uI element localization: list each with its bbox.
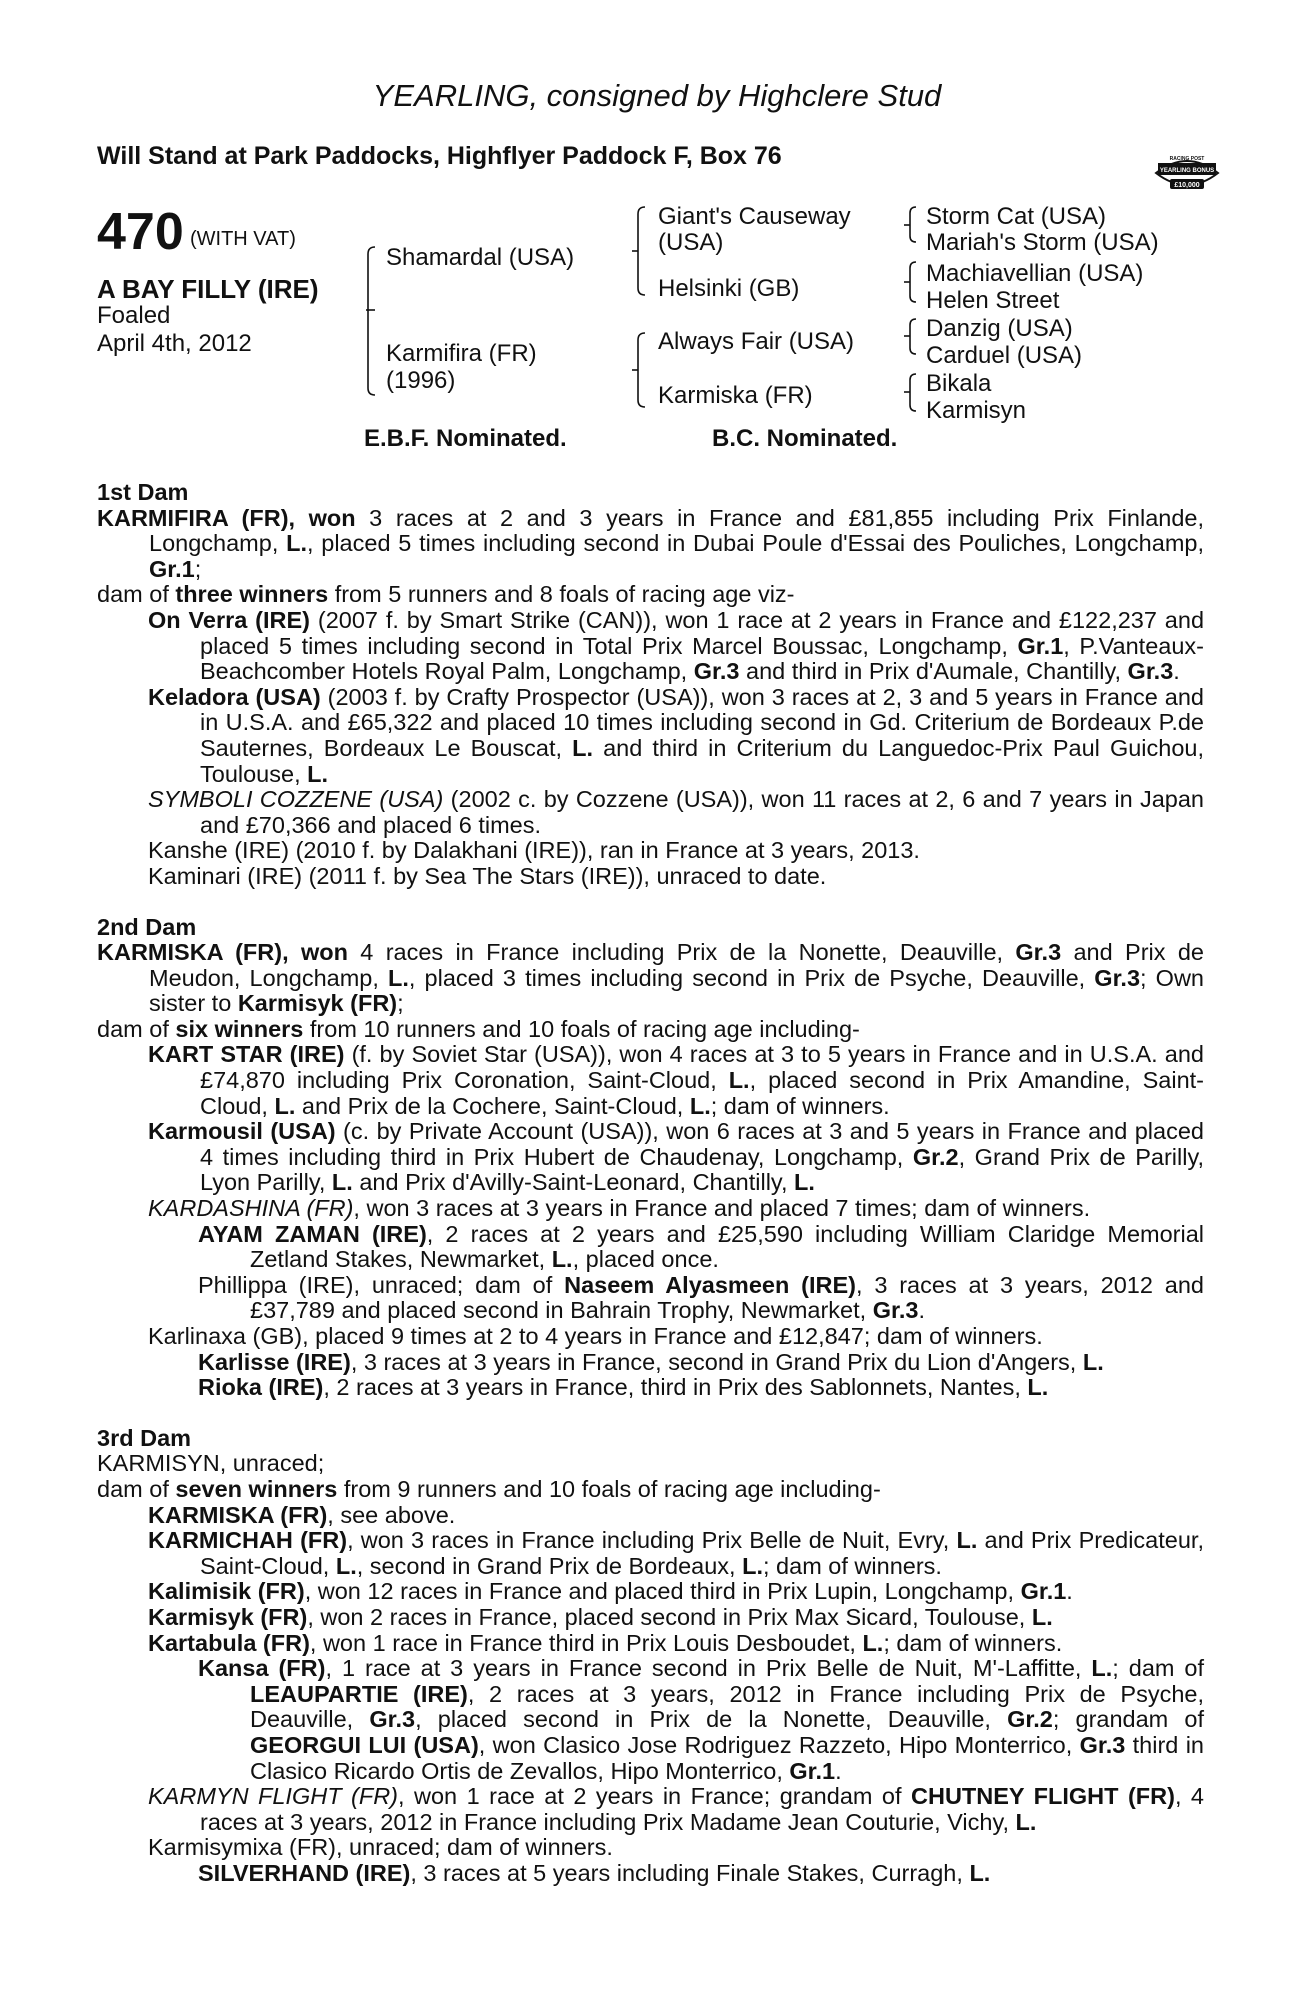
foaled-date: April 4th, 2012: [97, 330, 252, 357]
pedigree-entry: Karlisse (IRE), 3 races at 3 years in France, second in Grand Prix du Lion d'Angers, L.: [198, 1348, 1104, 1375]
sire: Shamardal (USA): [386, 244, 575, 271]
gg-3: Machiavellian (USA): [926, 260, 1144, 287]
gg-1: Storm Cat (USA): [926, 203, 1107, 230]
gg-7: Bikala: [926, 370, 992, 397]
pedigree-entry: dam of seven winners from 9 runners and 10 foals of racing age including-: [97, 1475, 881, 1502]
dam-section: [97, 480, 1204, 890]
sire-sire: Giant's Causeway: [658, 203, 851, 230]
pedigree-entry: KARMISYN, unraced;: [97, 1450, 325, 1477]
dam-line-1: Karmifira (FR): [386, 340, 537, 367]
pedigree-entry: dam of three winners from 5 runners and 8 foals of racing age viz-: [97, 581, 795, 608]
section-title: 1st Dam: [97, 479, 189, 505]
pedigree-entry: On Verra (IRE) (2007 f. by Smart Strike (CAN)), won 1 race at 2 years in France and £122,237 and placed 5 times including second in Total Prix Marcel Boussac, Longchamp, Gr.1, P.Vanteaux-Beachcomber Hotels Royal Palm, Longchamp, Gr.3 and third in Prix d'Aumale, Chantilly, Gr.3.: [148, 606, 1205, 685]
dam-section: [97, 915, 1204, 1401]
gg-5: Danzig (USA): [926, 315, 1073, 342]
gg-8: Karmisyn: [926, 397, 1027, 424]
ebf-nominated: E.B.F. Nominated.: [364, 425, 567, 452]
foaled-label: Foaled: [97, 302, 171, 329]
dam-line-2: (1996): [386, 367, 456, 394]
pedigree-entry: KARMIFIRA (FR), won 3 races at 2 and 3 years in France and £81,855 including Prix Finlande, Longchamp, L., placed 5 times including second in Dubai Poule d'Essai des Pouliches, Longchamp, Gr.1;: [97, 504, 1204, 582]
pedigree-entry: AYAM ZAMAN (IRE), 2 races at 2 years and £25,590 including William Claridge Memorial Zetland Stakes, Newmarket, L., placed once.: [198, 1220, 1204, 1273]
pedigree-entry: Karmisymixa (FR), unraced; dam of winners.: [148, 1834, 613, 1861]
page-title: YEARLING, consigned by Highclere Stud: [372, 78, 942, 113]
sire-sire-2: (USA): [658, 229, 724, 256]
lot-number: 470: [97, 203, 184, 261]
pedigree-entry: dam of six winners from 10 runners and 10 foals of racing age including-: [97, 1015, 860, 1042]
gg-6: Carduel (USA): [926, 342, 1083, 369]
pedigree-entry: KARDASHINA (FR), won 3 races at 3 years in France and placed 7 times; dam of winners.: [148, 1195, 1091, 1222]
lot-name: A BAY FILLY (IRE): [97, 274, 319, 304]
dam-section: [97, 1426, 1204, 1887]
section-title: 2nd Dam: [97, 913, 197, 940]
bc-nominated: B.C. Nominated.: [712, 425, 898, 452]
pedigree-entry: KARMISKA (FR), see above.: [148, 1501, 456, 1528]
badge-text-1: RACING POST: [1169, 156, 1205, 162]
catalogue-body: [97, 480, 1204, 1886]
pedigree-entry: KARMISKA (FR), won 4 races in France including Prix de la Nonette, Deauville, Gr.3 and Prix de Meudon, Longchamp, L., placed 3 times including second in Prix de Psyche, Deauville, Gr.3; Own sister to Karmisyk (FR);: [97, 939, 1204, 1017]
pedigree-entry: KARMYN FLIGHT (FR), won 1 race at 2 years in France; grandam of CHUTNEY FLIGHT (FR), 4 races at 3 years, 2012 in France including Prix Madame Jean Couturie, Vichy, L.: [148, 1783, 1205, 1835]
sire-dam: Helsinki (GB): [658, 275, 800, 302]
pedigree-entry: Keladora (USA) (2003 f. by Crafty Prospector (USA)), won 3 races at 2, 3 and 5 years in France and in U.S.A. and £65,322 and placed 10 times including second in Gd. Criterium de Bordeaux P.de Sauternes, Bordeaux Le Bouscat, L. and third in Criterium du Languedoc-Prix Paul Guichou, Toulouse, L.: [148, 683, 1204, 787]
pedigree-entry: KARMICHAH (FR), won 3 races in France including Prix Belle de Nuit, Evry, L. and Prix Predicateur, Saint-Cloud, L., second in Grand Prix de Bordeaux, L.; dam of winners.: [148, 1527, 1204, 1579]
pedigree-entry: Karlinaxa (GB), placed 9 times at 2 to 4 years in France and £12,847; dam of winners.: [148, 1323, 1043, 1349]
pedigree-entry: Kansa (FR), 1 race at 3 years in France second in Prix Belle de Nuit, M'-Laffitte, L.; dam of LEAUPARTIE (IRE), 2 races at 3 years, 2012 in France including Prix de Psyche, Deauville, Gr.3, placed second in Prix de la Nonette, Deauville, Gr.2; grandam of GEORGUI LUI (USA), won Clasico Jose Rodriguez Razzeto, Hipo Monterrico, Gr.3 third in Clasico Ricardo Ortis de Zevallos, Hipo Monterrico, Gr.1.: [198, 1655, 1205, 1784]
pedigree-entry: Rioka (IRE), 2 races at 3 years in France, third in Prix des Sablonnets, Nantes, L.: [198, 1374, 1049, 1401]
section-title: 3rd Dam: [97, 1424, 192, 1451]
gg-2: Mariah's Storm (USA): [926, 229, 1159, 256]
pedigree-entry: KART STAR (IRE) (f. by Soviet Star (USA)), won 4 races at 3 to 5 years in France and in U.S.A. and £74,870 including Prix Coronation, Saint-Cloud, L., placed second in Prix Amandine, Saint-Cloud, L. and Prix de la Cochere, Saint-Cloud, L.; dam of winners.: [148, 1041, 1205, 1119]
pedigree-entry: Kaminari (IRE) (2011 f. by Sea The Stars (IRE)), unraced to date.: [148, 862, 827, 889]
dam-dam: Karmiska (FR): [658, 382, 813, 409]
gg-4: Helen Street: [926, 287, 1060, 314]
pedigree-entry: Karmisyk (FR), won 2 races in France, placed second in Prix Max Sicard, Toulouse, L.: [148, 1603, 1053, 1630]
pedigree-entry: Phillippa (IRE), unraced; dam of Naseem Alyasmeen (IRE), 3 races at 3 years, 2012 and £37,789 and placed second in Bahrain Trophy, Newmarket, Gr.3.: [198, 1271, 1204, 1324]
dam-sire: Always Fair (USA): [658, 328, 855, 355]
pedigree-entry: SYMBOLI COZZENE (USA) (2002 c. by Cozzene (USA)), won 11 races at 2, 6 and 7 years in Japan and £70,366 and placed 6 times.: [148, 786, 1204, 838]
badge-text-3: £10,000: [1174, 182, 1200, 189]
pedigree-brackets: [0, 0, 1314, 450]
pedigree-entry: Kartabula (FR), won 1 race in France third in Prix Louis Desboudet, L.; dam of winners.: [148, 1629, 1063, 1656]
vat-note: (WITH VAT): [190, 228, 296, 250]
pedigree-entry: SILVERHAND (IRE), 3 races at 5 years including Finale Stakes, Curragh, L.: [198, 1859, 991, 1886]
pedigree-entry: Kalimisik (FR), won 12 races in France and placed third in Prix Lupin, Longchamp, Gr.1.: [148, 1578, 1073, 1605]
badge-text-2: YEARLING BONUS: [1159, 168, 1215, 174]
pedigree-entry: Karmousil (USA) (c. by Private Account (USA)), won 6 races at 3 and 5 years in France and placed 4 times including third in Prix Hubert de Chaudenay, Longchamp, Gr.2, Grand Prix de Parilly, Lyon Parilly, L. and Prix d'Avilly-Saint-Leonard, Chantilly, L.: [148, 1118, 1204, 1196]
stand-location: Will Stand at Park Paddocks, Highflyer Paddock F, Box 76: [97, 142, 782, 170]
pedigree-entry: Kanshe (IRE) (2010 f. by Dalakhani (IRE)), ran in France at 3 years, 2013.: [148, 837, 920, 864]
